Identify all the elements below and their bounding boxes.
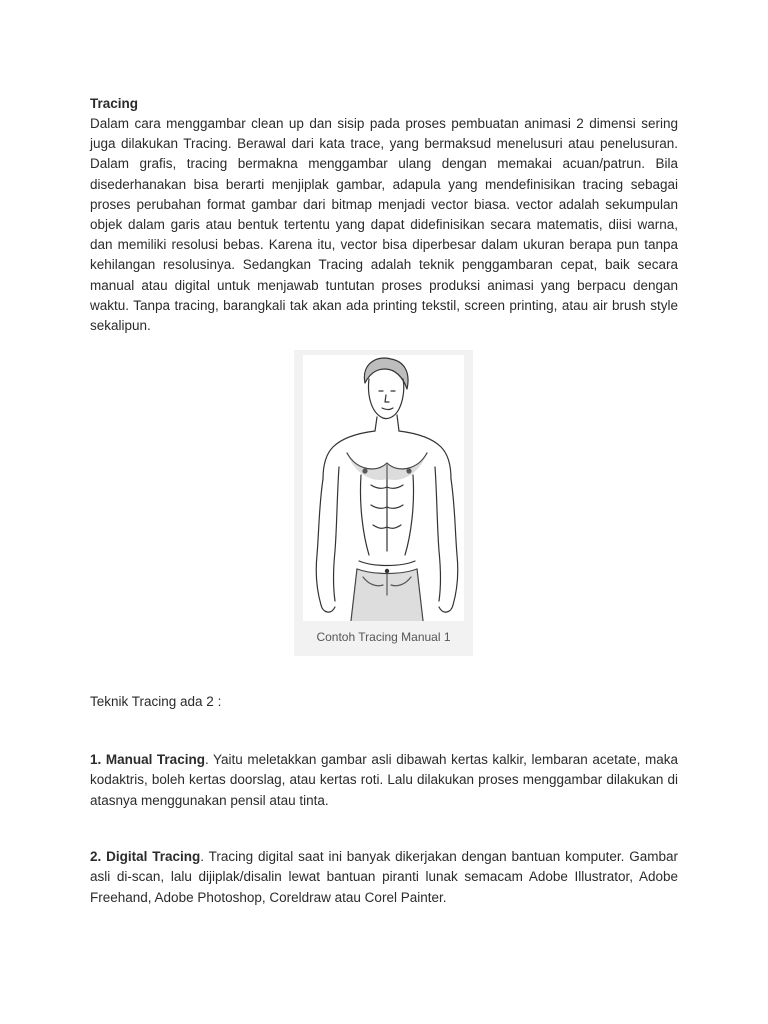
technique-text: . Yaitu meletakkan gambar asli dibawah kertas kalkir, lembaran acetate, maka kodaktris, boleh kertas doorslag, atau kertas roti. Lalu dilakukan proses menggambar dilakukan di atasnya menggunakan pensil atau tinta. <box>90 752 678 808</box>
document-body <box>90 94 678 336</box>
technique-label: 1. Manual Tracing <box>90 752 205 767</box>
figure-caption: Contoh Tracing Manual 1 <box>316 630 451 644</box>
intro-paragraph: Dalam cara menggambar clean up dan sisip pada proses pembuatan animasi 2 dimensi sering juga dilakukan Tracing. Berawal dari kata trace, yang bermaksud menelusuri atau penelusuran. Dalam grafis, tracing bermakna menggambar ulang dengan memakai acuan/patrun. Bila disederhanakan bisa berarti menjiplak gambar, adapula yang mendefinisikan tracing sebagai proses perubahan format gambar dari bitmap menjadi vector biasa. vector adalah sekumpulan objek dalam garis atau bentuk tertentu yang dapat didefinisikan secara matematis, diisi warna, dan memiliki resolusi bebas. Karena itu, vector bisa diperbesar dalam ukuran berapa pun tanpa kehilangan resolusinya. Sedangkan Tracing adalah teknik penggambaran cepat, baik secara manual atau digital untuk menjawab tuntutan proses produksi animasi yang berpacu dengan waktu. Tanpa tracing, barangkali tak akan ada printing tekstil, screen printing, atau air brush style sekalipun. <box>90 116 678 334</box>
tracing-figure <box>294 350 473 656</box>
techniques-heading: Teknik Tracing ada 2 : <box>90 694 222 709</box>
technique-text: . Tracing digital saat ini banyak dikerjakan dengan bantuan komputer. Gambar asli di-scan, lalu dijiplak/disalin lewat bantuan piranti lunak semacam Adobe Illustrator, Adobe Freehand, Adobe Photoshop, Coreldraw atau Corel Painter. <box>90 849 678 905</box>
technique-item-manual <box>90 750 678 811</box>
tracing-sketch-illustration <box>303 355 464 621</box>
technique-item-digital <box>90 847 678 908</box>
technique-label: 2. Digital Tracing <box>90 849 201 864</box>
section-title: Tracing <box>90 96 139 111</box>
